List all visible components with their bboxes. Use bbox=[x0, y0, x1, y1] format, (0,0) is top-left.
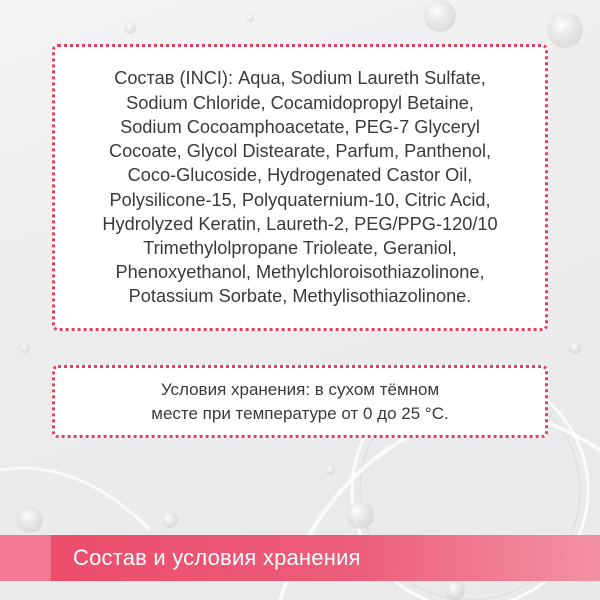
banner-body bbox=[51, 535, 600, 581]
composition-line: Cocoate, Glycol Distearate, Parfum, Panthenol, bbox=[108, 141, 492, 162]
composition-line: Phenoxyethanol, Methylchloroisothiazolinone, bbox=[115, 262, 485, 283]
composition-line: Potassium Sorbate, Methylisothiazolinone. bbox=[128, 286, 472, 307]
composition-line: Trimethylolpropane Trioleate, Geraniol, bbox=[143, 237, 457, 258]
storage-card bbox=[52, 365, 548, 438]
storage-line: Условия хранения: в сухом тёмном bbox=[160, 379, 440, 399]
composition-line: Polysilicone-15, Polyquaternium-10, Citric Acid, bbox=[109, 189, 491, 210]
composition-line: Состав (INCI): Aqua, Sodium Laureth Sulfate, bbox=[114, 68, 486, 89]
storage-line: месте при температуре от 0 до 25 °C. bbox=[151, 403, 449, 423]
composition-line: Coco-Glucoside, Hydrogenated Castor Oil, bbox=[127, 165, 473, 186]
banner-accent-stripe bbox=[0, 535, 51, 581]
composition-text bbox=[88, 66, 511, 308]
composition-line: Hydrolyzed Keratin, Laureth-2, PEG/PPG-120/10 bbox=[102, 213, 498, 234]
composition-card bbox=[52, 44, 548, 331]
storage-text bbox=[131, 378, 468, 426]
composition-line: Sodium Chloride, Cocamidopropyl Betaine, bbox=[126, 92, 474, 113]
banner-title: Состав и условия хранения bbox=[73, 545, 361, 570]
composition-line: Sodium Cocoamphoacetate, PEG-7 Glyceryl bbox=[120, 116, 480, 137]
section-banner bbox=[0, 535, 600, 581]
